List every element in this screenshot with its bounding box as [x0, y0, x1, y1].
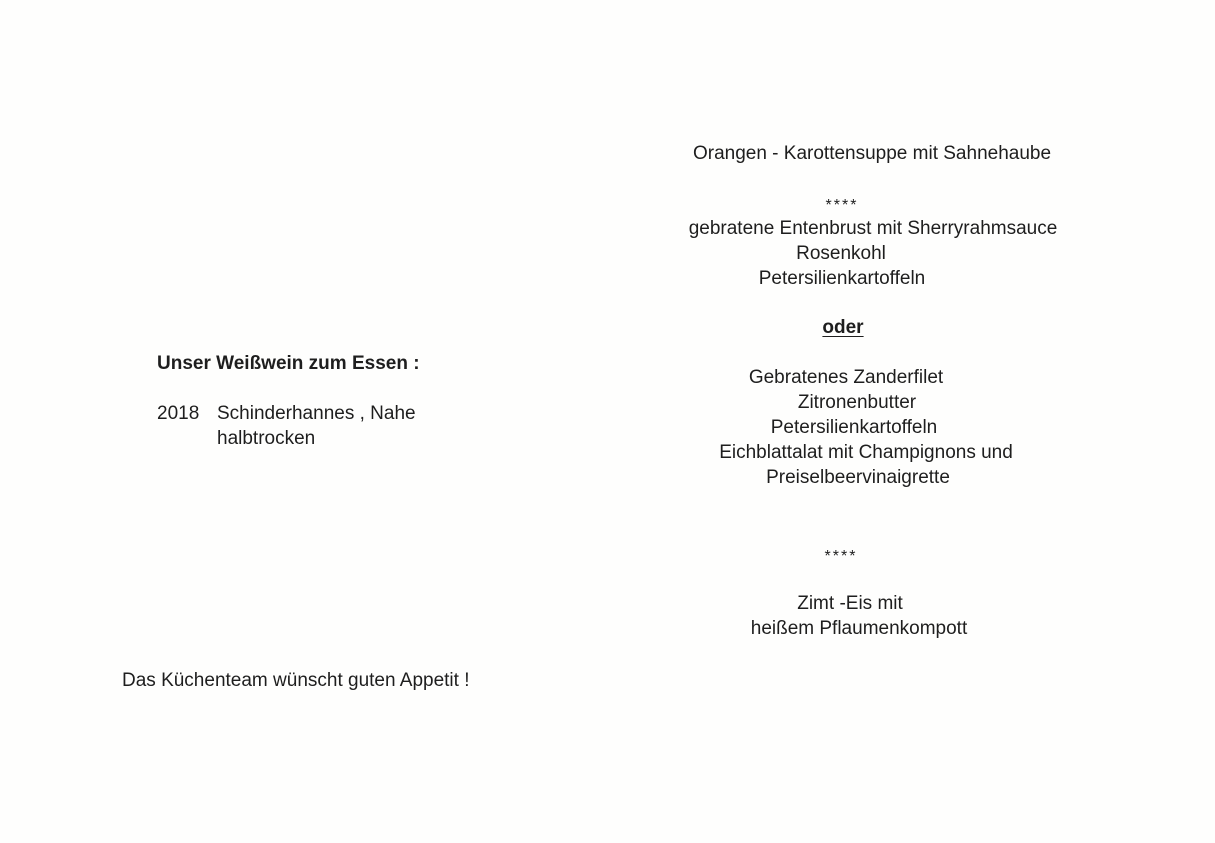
wine-heading: Unser Weißwein zum Essen : — [157, 353, 420, 374]
main1-side: Rosenkohl — [796, 243, 886, 264]
main1-side: Petersilienkartoffeln — [758, 268, 926, 289]
wine-name: Schinderhannes , Nahe — [217, 403, 416, 424]
dessert-line: Zimt -Eis mit — [797, 593, 903, 614]
main2-side: Preiselbeervinaigrette — [766, 467, 950, 488]
wine-year: 2018 — [157, 403, 200, 424]
dessert-line: heißem Pflaumenkompott — [750, 618, 968, 639]
main2-side: Zitronenbutter — [797, 392, 917, 413]
course-separator: **** — [824, 548, 858, 565]
main2-side: Petersilienkartoffeln — [770, 417, 938, 438]
main1-dish: gebratene Entenbrust mit Sherryrahmsauce — [688, 218, 1058, 239]
starter-dish: Orangen - Karottensuppe mit Sahnehaube — [692, 143, 1052, 164]
or-divider: oder — [822, 317, 864, 338]
closing-wish: Das Küchenteam wünscht guten Appetit ! — [122, 670, 470, 691]
wine-style: halbtrocken — [217, 428, 316, 449]
main2-side: Eichblattalat mit Champignons und — [719, 442, 1013, 463]
course-separator: **** — [825, 197, 859, 214]
main2-dish: Gebratenes Zanderfilet — [748, 367, 944, 388]
